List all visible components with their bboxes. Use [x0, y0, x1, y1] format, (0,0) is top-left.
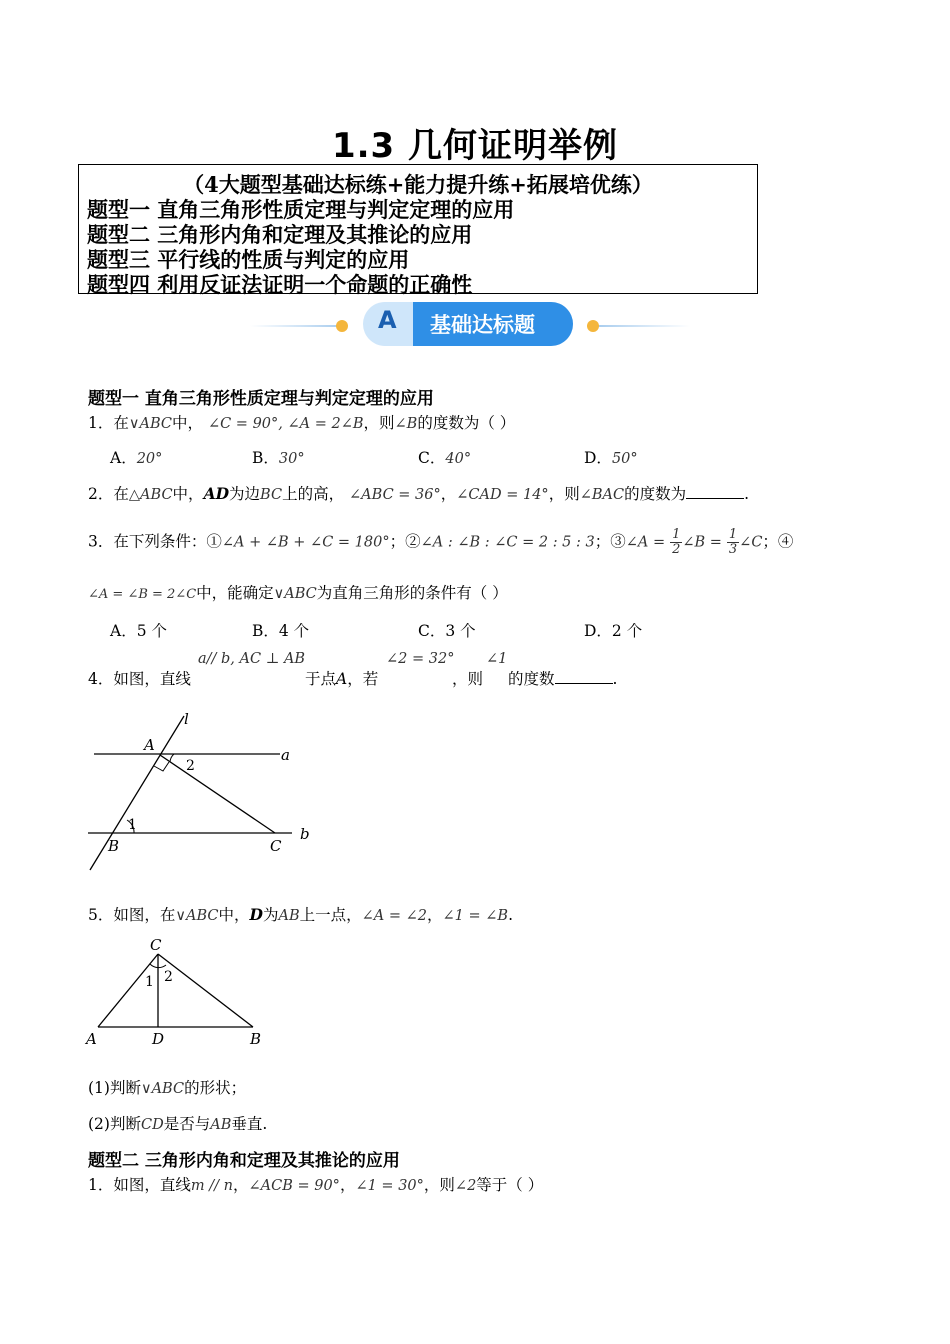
- banner-left-line: [250, 325, 340, 327]
- option-d[interactable]: D．2 个: [584, 622, 643, 640]
- label-l: l: [184, 710, 189, 728]
- option-c[interactable]: C．40°: [418, 449, 472, 467]
- answer-blank[interactable]: [555, 669, 613, 684]
- math-expr: ∠1: [486, 651, 508, 667]
- option-a[interactable]: A．20°: [110, 449, 163, 467]
- banner-left-dot: [336, 320, 348, 332]
- banner-right-line: [598, 325, 690, 327]
- question-4-cont: 的度数 .: [508, 670, 618, 688]
- label-angle-1: 1: [128, 817, 137, 833]
- outline-subtitle: （4大题型基础达标练+能力提升练+拓展培优练）: [183, 172, 653, 197]
- outline-item: 题型二 三角形内角和定理及其推论的应用: [87, 222, 473, 247]
- figure-1: [80, 708, 320, 878]
- banner-letter: A: [378, 306, 397, 334]
- segment-ac: [98, 954, 158, 1027]
- outline-item: 题型一 直角三角形性质定理与判定定理的应用: [87, 197, 515, 222]
- label-A: A: [86, 1030, 97, 1048]
- label-b: b: [300, 825, 310, 843]
- question-4-cont: 于点A，若: [305, 670, 379, 688]
- topic-outline-box: [78, 164, 758, 297]
- question-4: 4．如图，直线: [88, 670, 191, 688]
- page-title: 1.3 几何证明举例: [331, 126, 619, 166]
- label-a: a: [281, 746, 290, 764]
- label-C: C: [150, 936, 162, 954]
- option-c[interactable]: C．3 个: [418, 622, 476, 640]
- outline-item: 题型三 平行线的性质与判定的应用: [87, 247, 410, 272]
- label-angle-1: 1: [145, 974, 154, 990]
- question-3: 3．在下列条件：①∠A + ∠B + ∠C = 180°；②∠A : ∠B : ∠C = 2 : 5 : 3；③∠A = $\frac{1}{2}$ ∠B = $\frac{1}{3}$ ∠C；④: [88, 527, 794, 557]
- outline-item: 题型四 利用反证法证明一个命题的正确性: [87, 272, 473, 297]
- question-3-cont: ∠A = ∠B = 2∠C中，能确定∨ABC为直角三角形的条件有（ ）: [88, 584, 508, 602]
- label-C: C: [270, 837, 282, 855]
- figure-2: [80, 932, 280, 1048]
- math-expr: ∠2 = 32°: [386, 651, 455, 667]
- label-angle-2: 2: [186, 758, 195, 774]
- right-angle-mark: [154, 762, 169, 771]
- line-l: [90, 716, 184, 870]
- label-B: B: [250, 1030, 262, 1048]
- question-number: 1．: [88, 414, 114, 432]
- label-A: A: [144, 736, 155, 754]
- section-banner: [250, 298, 690, 350]
- option-d[interactable]: D．50°: [584, 449, 638, 467]
- option-b[interactable]: B．4 个: [252, 622, 310, 640]
- fraction: $\frac{1}{2}$: [672, 527, 681, 557]
- math-expr: a// b, AC ⊥ AB: [198, 651, 306, 667]
- answer-blank[interactable]: [686, 484, 744, 499]
- question-s2-1: 1．如图，直线m // n，∠ACB = 90°，∠1 = 30°，则∠2等于（ ）: [88, 1176, 544, 1194]
- label-B: B: [108, 837, 120, 855]
- section-heading: 题型二 三角形内角和定理及其推论的应用: [88, 1151, 400, 1171]
- question-2: 2．在△ABC中，AD为边BC上的高， ∠ABC = 36°，∠CAD = 14°，则∠BAC的度数为 .: [88, 484, 750, 503]
- math-expr: ∨ABC: [128, 416, 172, 432]
- question-5: 5．如图，在∨ABC中，D为AB上一点，∠A = ∠2，∠1 = ∠B.: [88, 905, 514, 924]
- question-5-part-1: (1)判断∨ABC的形状；: [88, 1079, 247, 1097]
- option-b[interactable]: B．30°: [252, 449, 305, 467]
- fraction: $\frac{1}{3}$: [728, 527, 738, 557]
- math-expr: ∠B: [394, 416, 418, 432]
- option-a[interactable]: A．5 个: [110, 622, 167, 640]
- segment-bc: [158, 954, 253, 1027]
- angle-2-arc: [170, 754, 174, 762]
- label-angle-2: 2: [164, 969, 173, 985]
- question-5-part-2: (2)判断CD是否与AB垂直.: [88, 1115, 268, 1133]
- banner-label: 基础达标题: [430, 313, 535, 337]
- question-1: 1．在∨ABC中， ∠C = 90°, ∠A = 2∠B，则∠B的度数为（ ）: [88, 414, 516, 432]
- section-heading: 题型一 直角三角形性质定理与判定定理的应用: [88, 389, 434, 409]
- math-expr: ∠C = 90°, ∠A = 2∠B: [207, 416, 364, 432]
- label-D: D: [152, 1030, 165, 1048]
- segment-ac: [160, 755, 275, 833]
- question-4-cont: ，则: [452, 670, 484, 688]
- banner-right-dot: [587, 320, 599, 332]
